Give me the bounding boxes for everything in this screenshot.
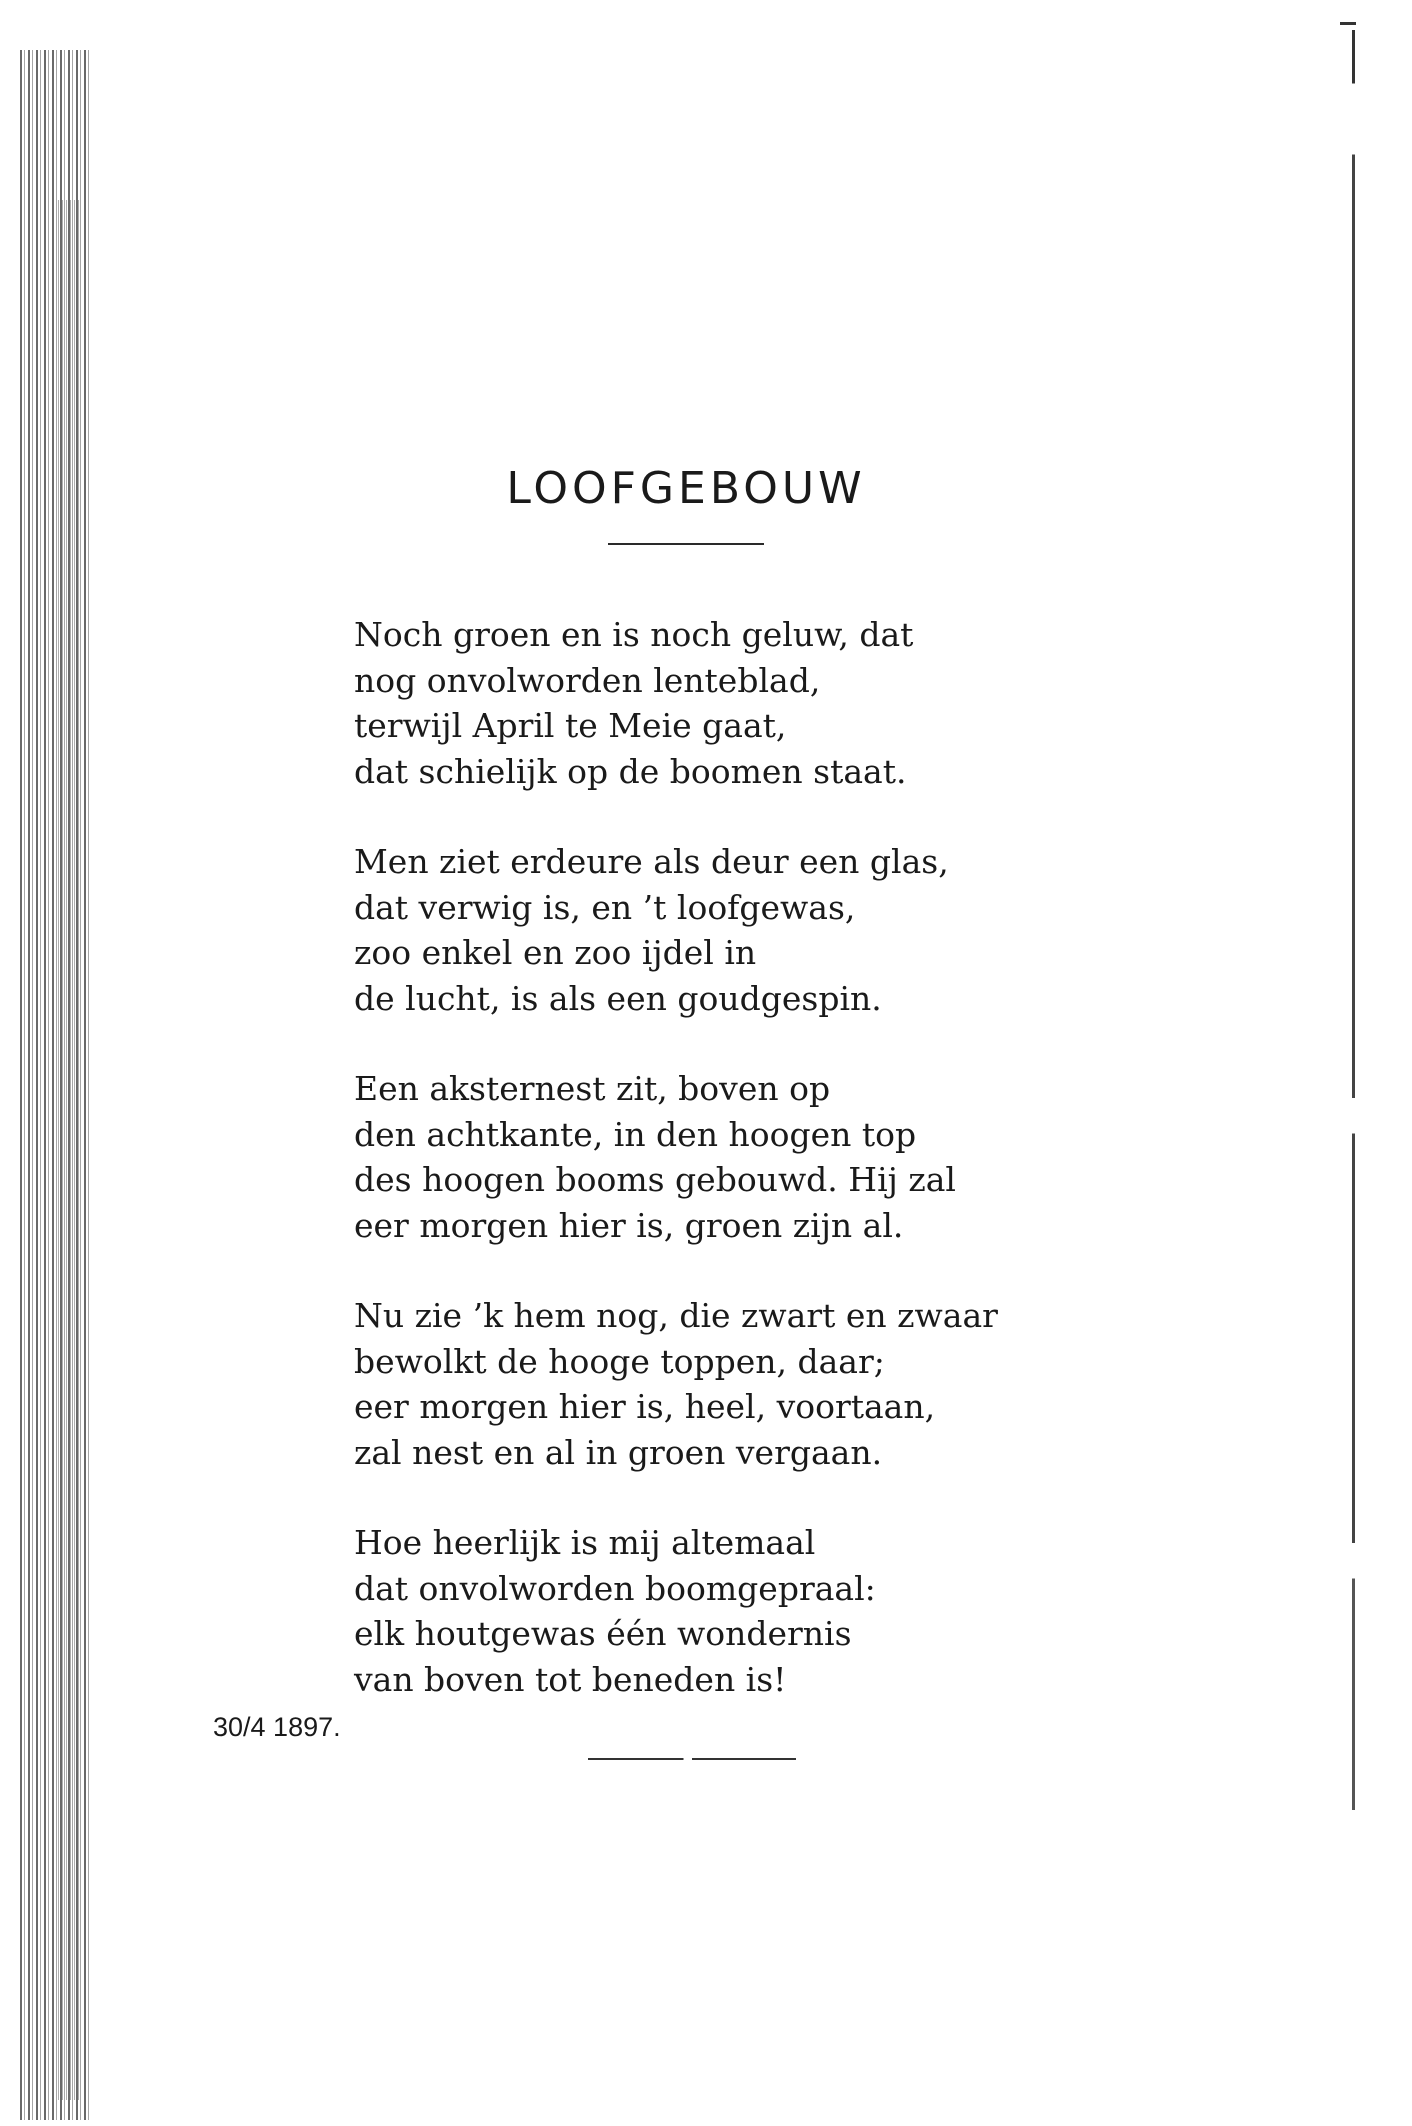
poem-date: 30/4 1897. — [213, 1712, 341, 1742]
poem-line: zoo enkel en zoo ijdel in — [354, 933, 757, 972]
poem-line: eer morgen hier is, groen zijn al. — [354, 1205, 904, 1245]
poem-line: terwijl April te Meie gaat, — [354, 706, 787, 745]
poem-line: Hoe heerlijk is mij altemaal — [354, 1523, 816, 1562]
end-divider — [588, 1758, 796, 1760]
poem-line: Noch groen en is noch geluw, dat — [354, 615, 914, 654]
stanza-2 — [354, 839, 1154, 1021]
poem-line: des hoogen booms gebouwd. Hij zal — [354, 1160, 956, 1199]
right-edge-cap — [1340, 22, 1356, 25]
poem-line: bewolkt de hooge toppen, daar; — [354, 1341, 885, 1381]
poem-line: den achtkante, in den hoogen top — [354, 1114, 917, 1154]
poem-line: dat onvolworden boomgepraal: — [354, 1568, 876, 1608]
poem-line: van boven tot beneden is! — [354, 1659, 787, 1699]
poem-line: Een aksternest zit, boven op — [354, 1069, 831, 1108]
stanza-3 — [354, 1066, 1154, 1248]
stanza-1 — [354, 612, 1154, 794]
stanza-4 — [354, 1293, 1154, 1475]
poem-line: Nu zie ’k hem nog, die zwart en zwaar — [354, 1296, 998, 1335]
poem-body — [354, 612, 1154, 1702]
poem-title: LOOFGEBOUW — [506, 463, 866, 515]
poem-line: nog onvolworden lenteblad, — [354, 660, 821, 700]
poem-line: de lucht, is als een goudgespin. — [354, 978, 882, 1018]
poem-line: dat verwig is, en ’t loofgewas, — [354, 887, 856, 927]
right-edge-rule — [1352, 30, 1355, 1810]
stanza-5 — [354, 1520, 1154, 1702]
poem-line: Men ziet erdeure als deur een glas, — [354, 842, 949, 881]
title-divider — [608, 543, 764, 545]
poem-line: elk houtgewas één wondernis — [354, 1614, 852, 1653]
poem-line: zal nest en al in groen vergaan. — [354, 1432, 883, 1472]
poem-line: eer morgen hier is, heel, voortaan, — [354, 1387, 936, 1426]
poem-line: dat schielijk op de boomen staat. — [354, 751, 907, 791]
